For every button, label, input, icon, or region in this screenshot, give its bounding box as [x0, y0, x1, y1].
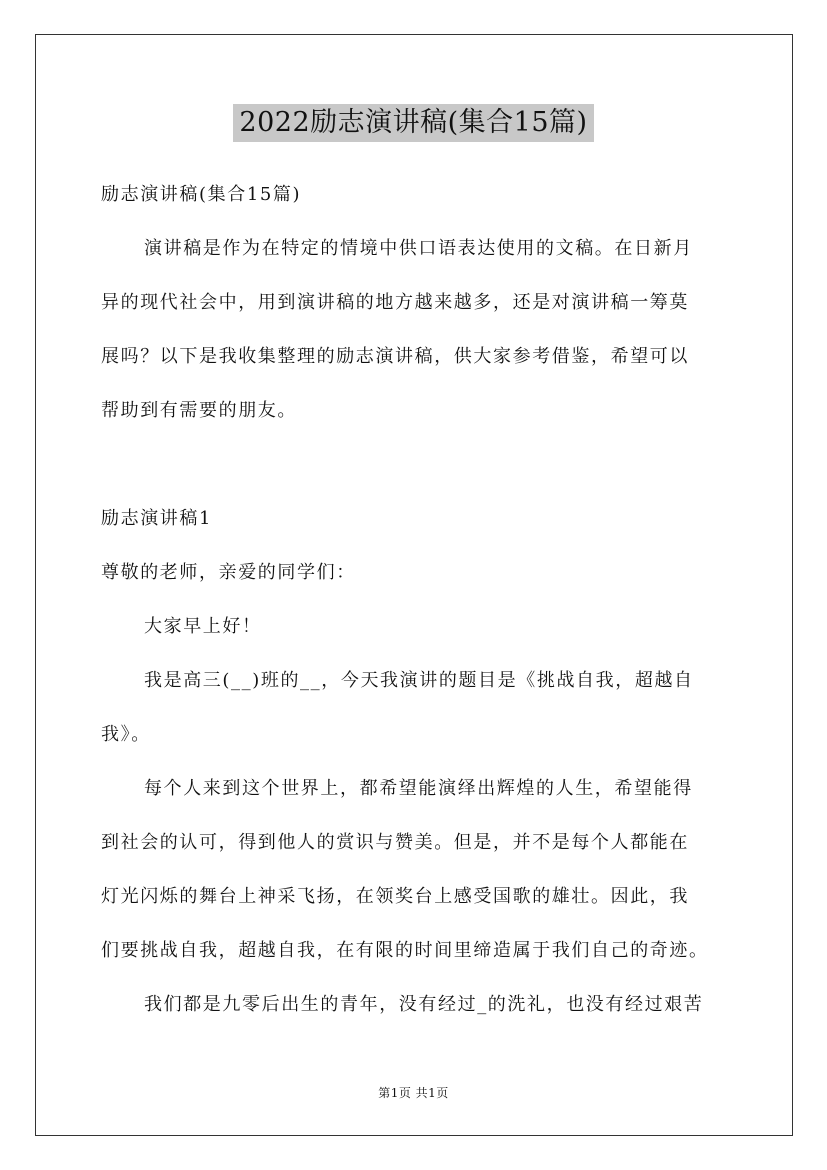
- body-line-2: 我》。: [101, 724, 151, 745]
- body-line-6: 们要挑战自我，超越自我，在有限的时间里缔造属于我们自己的奇迹。: [101, 940, 709, 961]
- body-line-3: 每个人来到这个世界上，都希望能演绎出辉煌的人生，希望能得: [144, 778, 693, 799]
- intro-line-1: 演讲稿是作为在特定的情境中供口语表达使用的文稿。在日新月: [144, 238, 693, 259]
- greeting: 大家早上好！: [144, 616, 262, 637]
- page-footer: 第1页 共1页: [378, 1086, 449, 1100]
- salutation: 尊敬的老师，亲爱的同学们：: [101, 562, 356, 583]
- intro-line-3: 展吗？以下是我收集整理的励志演讲稿，供大家参考借鉴，希望可以: [101, 346, 689, 367]
- body-line-4: 到社会的认可，得到他人的赏识与赞美。但是，并不是每个人都能在: [101, 832, 689, 853]
- body-line-5: 灯光闪烁的舞台上神采飞扬，在领奖台上感受国歌的雄壮。因此，我: [101, 886, 689, 907]
- document-title: 2022励志演讲稿(集合15篇): [233, 104, 593, 142]
- body-line-7: 我们都是九零后出生的青年，没有经过_的洗礼，也没有经过艰苦: [144, 994, 704, 1015]
- subtitle: 励志演讲稿(集合15篇): [101, 184, 302, 205]
- body-line-1: 我是高三(__)班的__，今天我演讲的题目是《挑战自我，超越自: [144, 670, 694, 691]
- intro-line-2: 异的现代社会中，用到演讲稿的地方越来越多，还是对演讲稿一筹莫: [101, 292, 689, 313]
- intro-line-4: 帮助到有需要的朋友。: [101, 400, 297, 421]
- title-container: [0, 104, 827, 142]
- section-heading: 励志演讲稿1: [101, 508, 213, 529]
